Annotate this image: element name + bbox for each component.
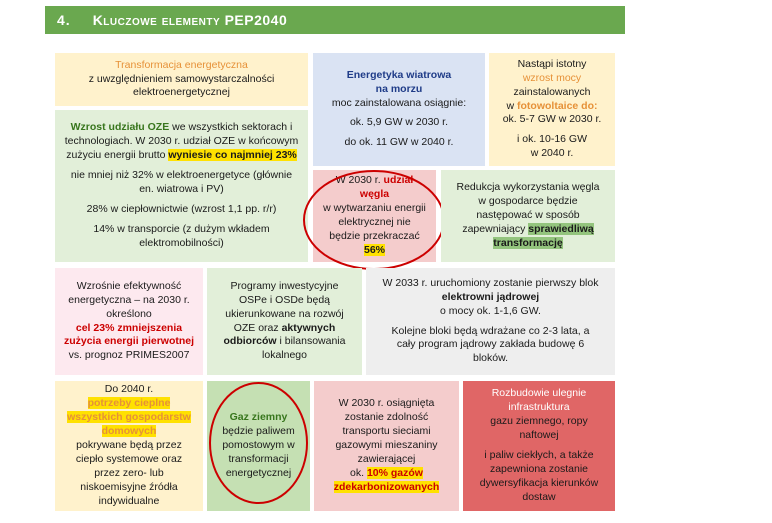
box-efektywnosc (55, 268, 203, 375)
mocy-line2: zainstalowanych (513, 85, 591, 98)
mocy-line5: i ok. 10-16 GW (516, 133, 588, 146)
redukcja-highlight: sprawiedliwą transformację (493, 222, 594, 249)
gaz-title: Gaz ziemny (229, 411, 288, 424)
wiatrowa-line1: moc zainstalowana osiągnie: (331, 96, 467, 109)
infrastruktura-line1: gazu ziemnego, ropy naftowej (490, 415, 588, 442)
box-gaz-ziemny (207, 381, 310, 511)
cieplo-line2: pokrywane będą przez ciepło systemowe oraz przez zero- lub niskoemisyjne źródła indywidualne (75, 439, 183, 507)
wiatrowa-title-b: na morzu (375, 82, 423, 95)
box-sieci-gazowe (314, 381, 459, 511)
programy-line2: i bilansowania lokalnego (262, 335, 346, 362)
box-udzial-wegla (313, 170, 436, 262)
section-title: Kluczowe elementy PEP2040 (92, 12, 288, 28)
wiatrowa-line3: do ok. 11 GW w 2040 r. (344, 136, 454, 149)
jadrowa-line1: W 2033 r. uruchomiony zostanie pierwszy blok (382, 276, 599, 289)
box-wzrost-oze (55, 110, 308, 262)
sieci-line2: ok. (350, 466, 367, 479)
oze-line4: 14% w transporcie (z dużym wkładem elektromobilności) (93, 222, 270, 249)
cieplo-line1: Do 2040 r. (104, 383, 154, 396)
box-elektrownia-jadrowa (366, 268, 615, 375)
box-potrzeby-cieplne (55, 381, 203, 511)
box-wzrost-mocy (489, 53, 615, 166)
oze-line1: we wszystkich sektorach i technologiach. W 2030 r. udział OZE w końcowym zużyciu energii brutto (64, 121, 299, 162)
efektywnosc-line2: vs. prognoz PRIMES2007 (68, 349, 190, 362)
oze-line3: 28% w ciepłownictwie (wzrost 1,1 pp. r/r) (86, 202, 277, 215)
efektywnosc-red: cel 23% zmniejszenia zużycia energii pierwotnej (63, 321, 195, 348)
box-energetyka-wiatrowa (313, 53, 485, 166)
cieplo-highlight: potrzeby cieplne wszystkich gospodarstw domowych (67, 397, 191, 438)
jadrowa-line3: Kolejne bloki będą wdrażane co 2-3 lata, a cały program jądrowy zakłada budowę 6 bloków. (391, 324, 590, 365)
box-redukcja-wegla (441, 170, 615, 262)
wiatrowa-line2: ok. 5,9 GW w 2030 r. (349, 116, 449, 129)
efektywnosc-line1: Wzrośnie efektywność energetyczna – na 2030 r. określono (68, 279, 190, 320)
oze-title: Wzrost udziału OZE (70, 121, 170, 134)
gaz-text: będzie paliwem pomostowym w transformacji energetycznej (222, 425, 295, 479)
box-transformacja (55, 53, 308, 106)
wegiel-highlight: 56% (363, 243, 385, 256)
wiatrowa-title-a: Energetyka wiatrowa (346, 68, 452, 81)
oze-line2: nie mniej niż 32% w elektroenergetyce (głównie en. wiatrowa i PV) (70, 169, 293, 195)
section-number: 4. (57, 12, 71, 28)
wegiel-red: udział węgla (359, 174, 414, 201)
section-header (45, 6, 625, 34)
mocy-line4: ok. 5-7 GW w 2030 r. (502, 113, 602, 126)
wegiel-line2: w wytwarzaniu energii elektrycznej nie będzie przekraczać (323, 202, 426, 242)
programy-bold: aktywnych odbiorców (223, 321, 336, 348)
transformacja-text: z uwzględnieniem samowystarczalności elektroenergetycznej (88, 72, 275, 99)
box-infrastruktura (463, 381, 615, 511)
mocy-orange: wzrost mocy (522, 71, 582, 84)
redukcja-text: Redukcja wykorzystania węgla w gospodarce będzie następować w sposób zapewniający (456, 181, 600, 235)
sieci-red: 10% gazów zdekarbonizowanych (333, 466, 440, 493)
sieci-line1: W 2030 r. osiągnięta zostanie zdolność transportu sieciami gazowymi mieszaniny zawierającej (335, 397, 438, 465)
mocy-line1: Nastąpi istotny (517, 57, 587, 70)
jadrowa-bold: elektrowni jądrowej (441, 290, 540, 303)
jadrowa-line2: o mocy ok. 1-1,6 GW. (440, 304, 541, 317)
transformacja-title: Transformacja energetyczna (115, 58, 248, 71)
mocy-line3a: w (506, 99, 517, 112)
oze-highlight: wyniesie co najmniej 23% (168, 149, 297, 162)
programy-line1: Programy inwestycyjne OSPe i OSDe będą ukierunkowane na rozwój OZE oraz (225, 279, 344, 334)
mocy-line6: w 2040 r. (530, 147, 574, 160)
infrastruktura-line2: i paliw ciekłych, a także zapewniona zostanie dywersyfikacja kierunków dostaw (479, 449, 599, 503)
infrastruktura-title: Rozbudowie ulegnie infrastruktura (491, 387, 587, 414)
mocy-line3b: fotowoltaice do: (517, 99, 598, 112)
wegiel-line1: W 2030 r. (335, 174, 384, 187)
box-programy-inwestycyjne (207, 268, 362, 375)
